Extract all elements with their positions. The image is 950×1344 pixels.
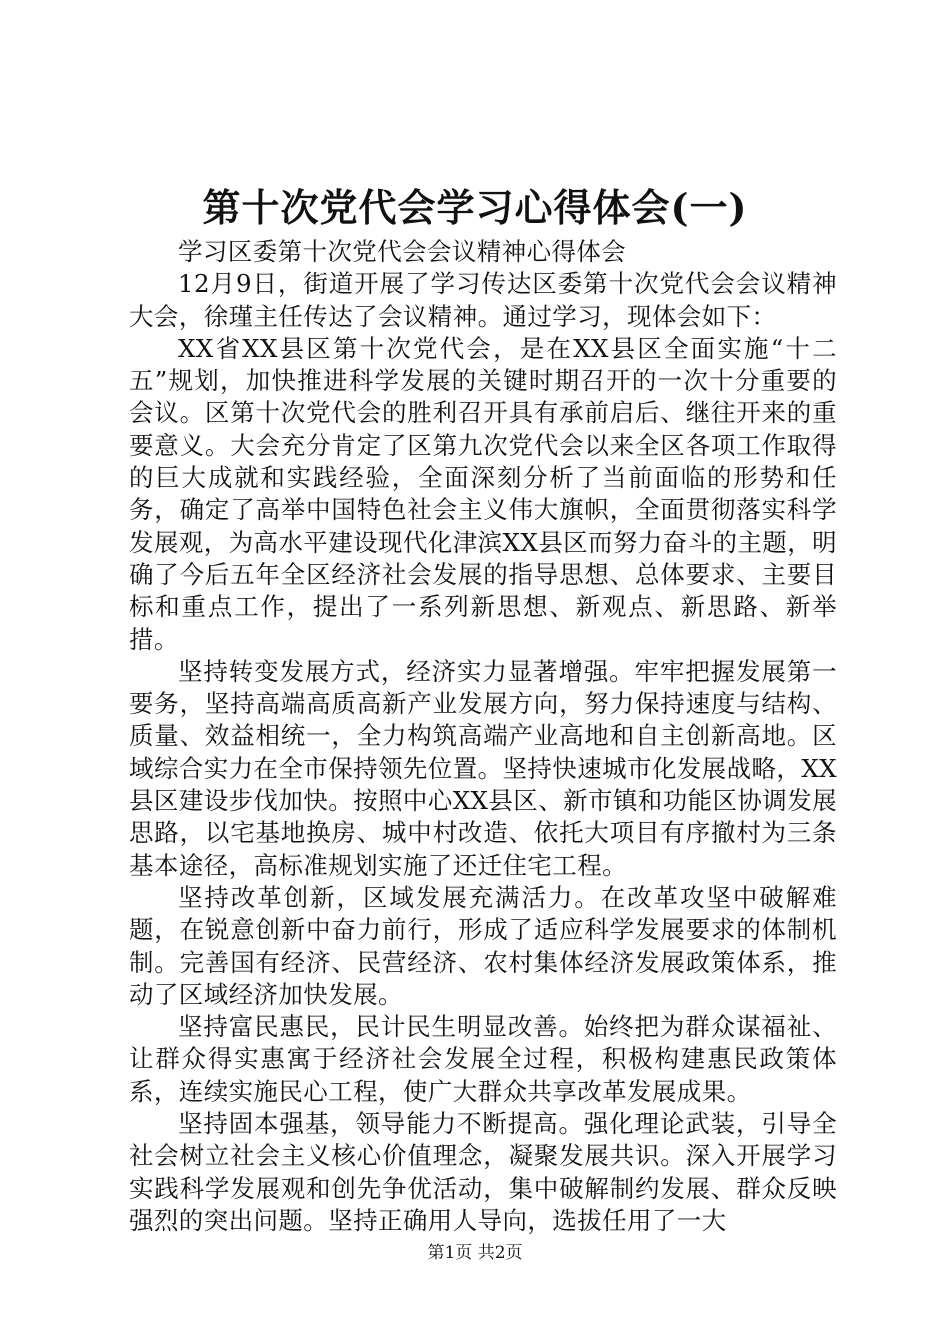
paragraph: 坚持转变发展方式，经济实力显著增强。牢牢把握发展第一要务，坚持高端高质高新产业发展方向，努力保持速度与结构、质量、效益相统一，全力构筑高端产业高地和自主创新高地。区域综合实力在全市保持领先位置。坚持快速城市化发展战略，XX县区建设步伐加快。按照中心XX县区、新市镇和功能区协调发展思路，以宅基地换房、城中村改造、依托大项目有序撤村为三条基本途径，高标准规划实施了还迁住宅工程。 (129, 656, 837, 880)
paragraph: 12月9日，街道开展了学习传达区委第十次党代会会议精神大会，徐瑾主任传达了会议精神。通过学习，现体会如下： (129, 269, 837, 331)
paragraph: 坚持改革创新，区域发展充满活力。在改革攻坚中破解难题，在锐意创新中奋力前行，形成了适应科学发展要求的体制机制。完善国有经济、民营经济、农村集体经济发展政策体系，推动了区域经济加快发展。 (129, 882, 837, 1009)
page-footer: 第1页 共2页 (427, 1243, 523, 1263)
paragraph-subtitle: 学习区委第十次党代会会议精神心得体会 (178, 237, 627, 266)
paragraph: XX省XX县区第十次党代会，是在XX县区全面实施“十二五”规划，加快推进科学发展的关键时期召开的一次十分重要的会议。区第十次党代会的胜利召开具有承前启后、继往开来的重要意义。大会充分肯定了区第九次党代会以来全区各项工作取得的巨大成就和实践经验，全面深刻分析了当前面临的形势和任务，确定了高举中国特色社会主义伟大旗帜，全面贯彻落实科学发展观，为高水平建设现代化津滨XX县区而努力奋斗的主题，明确了今后五年全区经济社会发展的指导思想、总体要求、主要目标和重点工作，提出了一系列新思想、新观点、新思路、新举措。 (129, 333, 837, 654)
document-body (129, 236, 837, 1237)
paragraph: 坚持富民惠民，民计民生明显改善。始终把为群众谋福祉、让群众得实惠寓于经济社会发展全过程，积极构建惠民政策体系，连续实施民心工程，使广大群众共享改革发展成果。 (129, 1012, 837, 1106)
paragraph: 坚持固本强基，领导能力不断提高。强化理论武装，引导全社会树立社会主义核心价值理念，凝聚发展共识。深入开展学习实践科学发展观和创先争优活动，集中破解制约发展、群众反映强烈的突出问题。坚持正确用人导向，选拔任用了一大 (129, 1109, 837, 1235)
document-title: 第十次党代会学习心得体会(一) (202, 185, 748, 230)
